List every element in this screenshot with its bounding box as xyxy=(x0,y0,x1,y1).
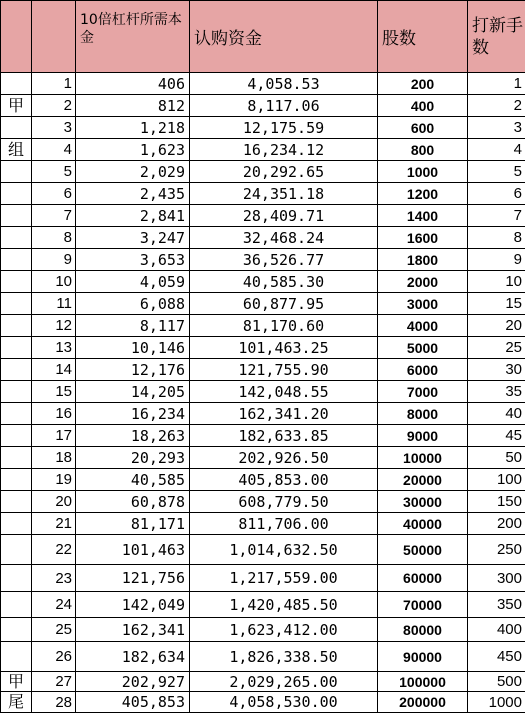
lots-cell: 30 xyxy=(468,359,525,381)
table-row xyxy=(1,565,525,592)
table-row xyxy=(1,293,525,315)
subscription-cell: 1,826,338.50 xyxy=(190,642,378,672)
row-index: 15 xyxy=(32,381,76,403)
table-row xyxy=(1,315,525,337)
group-label xyxy=(1,205,32,227)
subscription-cell: 24,351.18 xyxy=(190,183,378,205)
group-label xyxy=(1,73,32,95)
subscription-cell: 162,341.20 xyxy=(190,403,378,425)
lots-cell: 8 xyxy=(468,227,525,249)
subscription-cell: 811,706.00 xyxy=(190,513,378,535)
group-label xyxy=(1,425,32,447)
capital-cell: 12,176 xyxy=(76,359,190,381)
group-label xyxy=(1,293,32,315)
group-label xyxy=(1,618,32,642)
row-index: 19 xyxy=(32,469,76,491)
shares-cell: 20000 xyxy=(378,469,468,491)
shares-cell: 40000 xyxy=(378,513,468,535)
shares-cell: 100000 xyxy=(378,672,468,692)
lots-cell: 200 xyxy=(468,513,525,535)
group-label: 甲 xyxy=(1,95,32,117)
subscription-cell: 60,877.95 xyxy=(190,293,378,315)
group-label xyxy=(1,183,32,205)
row-index: 6 xyxy=(32,183,76,205)
group-label xyxy=(1,161,32,183)
header-row xyxy=(1,1,525,73)
capital-cell: 14,205 xyxy=(76,381,190,403)
subscription-cell: 1,623,412.00 xyxy=(190,618,378,642)
capital-cell: 3,247 xyxy=(76,227,190,249)
lots-cell: 150 xyxy=(468,491,525,513)
shares-cell: 70000 xyxy=(378,592,468,618)
lots-cell: 7 xyxy=(468,205,525,227)
table-row xyxy=(1,161,525,183)
group-label: 组 xyxy=(1,139,32,161)
shares-cell: 400 xyxy=(378,95,468,117)
shares-cell: 8000 xyxy=(378,403,468,425)
table-row xyxy=(1,381,525,403)
shares-cell: 6000 xyxy=(378,359,468,381)
group-label xyxy=(1,337,32,359)
subscription-cell: 28,409.71 xyxy=(190,205,378,227)
capital-cell: 6,088 xyxy=(76,293,190,315)
shares-cell: 60000 xyxy=(378,565,468,592)
row-index: 10 xyxy=(32,271,76,293)
lots-cell: 9 xyxy=(468,249,525,271)
lots-cell: 1000 xyxy=(468,692,525,713)
table-row xyxy=(1,513,525,535)
subscription-cell: 405,853.00 xyxy=(190,469,378,491)
subscription-cell: 12,175.59 xyxy=(190,117,378,139)
capital-cell: 406 xyxy=(76,73,190,95)
subscription-cell: 40,585.30 xyxy=(190,271,378,293)
shares-cell: 30000 xyxy=(378,491,468,513)
subscription-cell: 121,755.90 xyxy=(190,359,378,381)
row-index: 12 xyxy=(32,315,76,337)
lots-cell: 5 xyxy=(468,161,525,183)
subscription-cell: 202,926.50 xyxy=(190,447,378,469)
group-label xyxy=(1,271,32,293)
lots-cell: 1 xyxy=(468,73,525,95)
group-label xyxy=(1,513,32,535)
capital-cell: 121,756 xyxy=(76,565,190,592)
group-label xyxy=(1,117,32,139)
table-row xyxy=(1,592,525,618)
row-index: 11 xyxy=(32,293,76,315)
header-group xyxy=(1,1,32,73)
header-shares: 股数 xyxy=(378,1,468,73)
header-subscription: 认购资金 xyxy=(190,1,378,73)
group-label xyxy=(1,249,32,271)
capital-cell: 81,171 xyxy=(76,513,190,535)
subscription-cell: 142,048.55 xyxy=(190,381,378,403)
capital-cell: 4,059 xyxy=(76,271,190,293)
capital-cell: 1,218 xyxy=(76,117,190,139)
capital-cell: 202,927 xyxy=(76,672,190,692)
capital-cell: 60,878 xyxy=(76,491,190,513)
lots-cell: 350 xyxy=(468,592,525,618)
capital-cell: 101,463 xyxy=(76,535,190,565)
capital-cell: 182,634 xyxy=(76,642,190,672)
row-index: 21 xyxy=(32,513,76,535)
shares-cell: 5000 xyxy=(378,337,468,359)
shares-cell: 600 xyxy=(378,117,468,139)
row-index: 16 xyxy=(32,403,76,425)
row-index: 20 xyxy=(32,491,76,513)
subscription-cell: 4,058.53 xyxy=(190,73,378,95)
table-row xyxy=(1,139,525,161)
lots-cell: 45 xyxy=(468,425,525,447)
capital-cell: 40,585 xyxy=(76,469,190,491)
group-label xyxy=(1,403,32,425)
capital-cell: 2,841 xyxy=(76,205,190,227)
subscription-cell: 608,779.50 xyxy=(190,491,378,513)
row-index: 13 xyxy=(32,337,76,359)
subscription-cell: 20,292.65 xyxy=(190,161,378,183)
subscription-cell: 36,526.77 xyxy=(190,249,378,271)
capital-cell: 1,623 xyxy=(76,139,190,161)
subscription-cell: 1,420,485.50 xyxy=(190,592,378,618)
table-row xyxy=(1,205,525,227)
group-label xyxy=(1,565,32,592)
header-capital: 10倍杠杆所需本金 xyxy=(76,1,190,73)
lots-cell: 4 xyxy=(468,139,525,161)
row-index: 9 xyxy=(32,249,76,271)
row-index: 17 xyxy=(32,425,76,447)
capital-cell: 10,146 xyxy=(76,337,190,359)
shares-cell: 7000 xyxy=(378,381,468,403)
table-row xyxy=(1,271,525,293)
group-label xyxy=(1,592,32,618)
row-index: 5 xyxy=(32,161,76,183)
shares-cell: 3000 xyxy=(378,293,468,315)
row-index: 14 xyxy=(32,359,76,381)
table-row xyxy=(1,692,525,713)
row-index: 4 xyxy=(32,139,76,161)
lots-cell: 20 xyxy=(468,315,525,337)
shares-cell: 9000 xyxy=(378,425,468,447)
lots-cell: 10 xyxy=(468,271,525,293)
table-row xyxy=(1,73,525,95)
subscription-cell: 16,234.12 xyxy=(190,139,378,161)
table-row xyxy=(1,227,525,249)
table-row xyxy=(1,425,525,447)
row-index: 26 xyxy=(32,642,76,672)
row-index: 8 xyxy=(32,227,76,249)
capital-cell: 812 xyxy=(76,95,190,117)
subscription-cell: 101,463.25 xyxy=(190,337,378,359)
shares-cell: 1200 xyxy=(378,183,468,205)
table-row xyxy=(1,249,525,271)
table-row xyxy=(1,642,525,672)
subscription-cell: 2,029,265.00 xyxy=(190,672,378,692)
table-row xyxy=(1,183,525,205)
row-index: 3 xyxy=(32,117,76,139)
row-index: 7 xyxy=(32,205,76,227)
shares-cell: 80000 xyxy=(378,618,468,642)
group-label xyxy=(1,535,32,565)
lots-cell: 15 xyxy=(468,293,525,315)
row-index: 25 xyxy=(32,618,76,642)
subscription-cell: 1,217,559.00 xyxy=(190,565,378,592)
table-row xyxy=(1,672,525,692)
group-label xyxy=(1,469,32,491)
row-index: 22 xyxy=(32,535,76,565)
lots-cell: 3 xyxy=(468,117,525,139)
capital-cell: 8,117 xyxy=(76,315,190,337)
row-index: 18 xyxy=(32,447,76,469)
row-index: 1 xyxy=(32,73,76,95)
subscription-cell: 182,633.85 xyxy=(190,425,378,447)
table-row xyxy=(1,359,525,381)
shares-cell: 200000 xyxy=(378,692,468,713)
header-lots: 打新手数 xyxy=(468,1,525,73)
capital-cell: 2,029 xyxy=(76,161,190,183)
group-label: 甲 xyxy=(1,672,32,692)
capital-cell: 2,435 xyxy=(76,183,190,205)
group-label xyxy=(1,491,32,513)
capital-cell: 142,049 xyxy=(76,592,190,618)
capital-cell: 162,341 xyxy=(76,618,190,642)
lots-cell: 250 xyxy=(468,535,525,565)
shares-cell: 1600 xyxy=(378,227,468,249)
shares-cell: 50000 xyxy=(378,535,468,565)
shares-cell: 800 xyxy=(378,139,468,161)
shares-cell: 1400 xyxy=(378,205,468,227)
lots-cell: 100 xyxy=(468,469,525,491)
row-index: 28 xyxy=(32,692,76,713)
row-index: 2 xyxy=(32,95,76,117)
lots-cell: 25 xyxy=(468,337,525,359)
lots-cell: 2 xyxy=(468,95,525,117)
shares-cell: 4000 xyxy=(378,315,468,337)
group-label xyxy=(1,447,32,469)
subscription-cell: 32,468.24 xyxy=(190,227,378,249)
subscription-cell: 1,014,632.50 xyxy=(190,535,378,565)
header-index xyxy=(32,1,76,73)
group-label xyxy=(1,315,32,337)
row-index: 23 xyxy=(32,565,76,592)
table-row xyxy=(1,337,525,359)
capital-cell: 20,293 xyxy=(76,447,190,469)
capital-cell: 18,263 xyxy=(76,425,190,447)
row-index: 24 xyxy=(32,592,76,618)
lots-cell: 50 xyxy=(468,447,525,469)
table-body xyxy=(1,73,525,713)
table-row xyxy=(1,618,525,642)
group-label xyxy=(1,227,32,249)
capital-cell: 405,853 xyxy=(76,692,190,713)
shares-cell: 200 xyxy=(378,73,468,95)
shares-cell: 90000 xyxy=(378,642,468,672)
table-row xyxy=(1,469,525,491)
subscription-cell: 81,170.60 xyxy=(190,315,378,337)
shares-cell: 10000 xyxy=(378,447,468,469)
lots-cell: 400 xyxy=(468,618,525,642)
group-label: 尾 xyxy=(1,692,32,713)
lots-cell: 450 xyxy=(468,642,525,672)
subscription-cell: 4,058,530.00 xyxy=(190,692,378,713)
table-row xyxy=(1,491,525,513)
group-label xyxy=(1,642,32,672)
table-row xyxy=(1,535,525,565)
capital-cell: 3,653 xyxy=(76,249,190,271)
lots-cell: 35 xyxy=(468,381,525,403)
lots-cell: 300 xyxy=(468,565,525,592)
table-row xyxy=(1,403,525,425)
shares-cell: 1800 xyxy=(378,249,468,271)
group-label xyxy=(1,359,32,381)
lots-cell: 500 xyxy=(468,672,525,692)
group-label xyxy=(1,381,32,403)
table-row xyxy=(1,447,525,469)
subscription-cell: 8,117.06 xyxy=(190,95,378,117)
shares-cell: 2000 xyxy=(378,271,468,293)
shares-cell: 1000 xyxy=(378,161,468,183)
row-index: 27 xyxy=(32,672,76,692)
lots-cell: 6 xyxy=(468,183,525,205)
capital-cell: 16,234 xyxy=(76,403,190,425)
lots-cell: 40 xyxy=(468,403,525,425)
table-row xyxy=(1,117,525,139)
table-row xyxy=(1,95,525,117)
